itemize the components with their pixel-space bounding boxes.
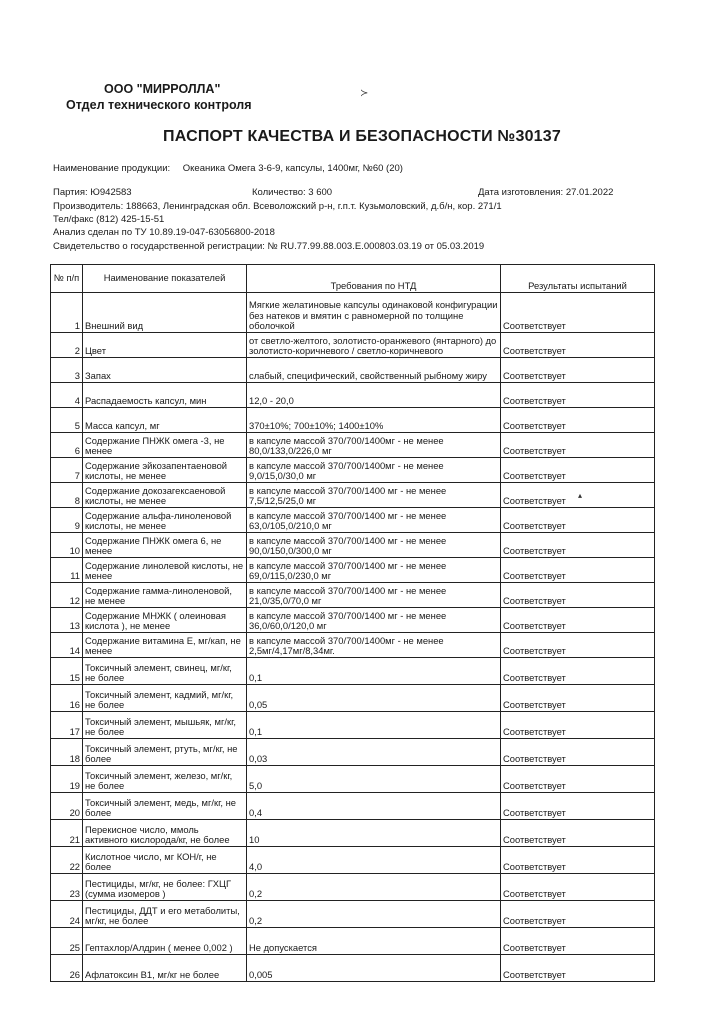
table-body	[51, 293, 655, 982]
table-row	[51, 685, 655, 712]
company-name: ООО "МИРРОЛЛА"	[104, 82, 221, 96]
production-date-label: Дата изготовления:	[478, 187, 564, 198]
pen-mark: ≻	[360, 88, 369, 99]
row-requirement: 5,0	[247, 766, 501, 793]
row-name: Токсичный элемент, железо, мг/кг, не более	[83, 766, 247, 793]
row-result: Соответствует	[501, 955, 655, 982]
row-num: 19	[51, 766, 83, 793]
row-num: 7	[51, 458, 83, 483]
row-num: 15	[51, 658, 83, 685]
row-name: Содержание докозагексаеновой кислоты, не менее	[83, 483, 247, 508]
row-name: Токсичный элемент, медь, мг/кг, не более	[83, 793, 247, 820]
row-result: Соответствует	[501, 458, 655, 483]
row-name: Запах	[83, 358, 247, 383]
row-num: 23	[51, 874, 83, 901]
row-requirement: 0,1	[247, 658, 501, 685]
table-row	[51, 874, 655, 901]
row-num: 12	[51, 583, 83, 608]
quantity-value: 3 600	[308, 187, 333, 198]
analysis-line: Анализ сделан по ТУ 10.89.19-047-63056800-2018	[53, 227, 275, 238]
row-requirement: 370±10%; 700±10%; 1400±10%	[247, 408, 501, 433]
row-result: Соответствует	[501, 508, 655, 533]
row-requirement: Мягкие желатиновые капсулы одинаковой конфигурации без натеков и вмятин с равномерной по толщине оболочкой	[247, 293, 501, 333]
header-name: Наименование показателей	[83, 265, 247, 293]
row-requirement: в капсуле массой 370/700/1400мг - не менее 9,0/15,0/30,0 мг	[247, 458, 501, 483]
table-header-row	[51, 265, 655, 293]
row-num: 14	[51, 633, 83, 658]
row-requirement: 0,2	[247, 874, 501, 901]
row-name: Масса капсул, мг	[83, 408, 247, 433]
batch-label: Партия:	[53, 187, 88, 198]
row-requirement: в капсуле массой 370/700/1400 мг - не менее 63,0/105,0/210,0 мг	[247, 508, 501, 533]
row-result: Соответствует	[501, 533, 655, 558]
row-num: 25	[51, 928, 83, 955]
row-result: Соответствует	[501, 583, 655, 608]
table-row	[51, 383, 655, 408]
table-row	[51, 901, 655, 928]
row-name: Токсичный элемент, кадмий, мг/кг, не более	[83, 685, 247, 712]
row-requirement: в капсуле массой 370/700/1400 мг - не менее 90,0/150,0/300,0 мг	[247, 533, 501, 558]
row-name: Кислотное число, мг КОН/г, не более	[83, 847, 247, 874]
row-requirement: в капсуле массой 370/700/1400 мг - не менее 36,0/60,0/120,0 мг	[247, 608, 501, 633]
row-name: Афлатоксин В1, мг/кг не более	[83, 955, 247, 982]
row-requirement: 0,03	[247, 739, 501, 766]
row-num: 5	[51, 408, 83, 433]
row-result: Соответствует	[501, 685, 655, 712]
table-row	[51, 408, 655, 433]
row-name: Пестициды, мг/кг, не более: ГХЦГ (сумма изомеров )	[83, 874, 247, 901]
certificate-line: Свидетельство о государственной регистрации: № RU.77.99.88.003.Е.000803.03.19 от 05.03.2019	[53, 241, 485, 252]
table-row	[51, 766, 655, 793]
table-row	[51, 633, 655, 658]
row-result: Соответствует	[501, 712, 655, 739]
row-num: 3	[51, 358, 83, 383]
product-label: Наименование продукции:	[53, 163, 171, 174]
row-result: Соответствует	[501, 820, 655, 847]
row-num: 20	[51, 793, 83, 820]
row-result: Соответствует	[501, 558, 655, 583]
table-row	[51, 847, 655, 874]
row-num: 22	[51, 847, 83, 874]
row-num: 13	[51, 608, 83, 633]
table-row	[51, 820, 655, 847]
table-row	[51, 293, 655, 333]
header-result: Результаты испытаний	[501, 265, 655, 293]
row-name: Цвет	[83, 333, 247, 358]
row-name: Перекисное число, ммоль активного кислорода/кг, не более	[83, 820, 247, 847]
row-result: Соответствует	[501, 928, 655, 955]
row-name: Внешний вид	[83, 293, 247, 333]
table-row	[51, 358, 655, 383]
row-requirement: Не допускается	[247, 928, 501, 955]
table-row	[51, 955, 655, 982]
row-name: Содержание ПНЖК омега -3, не менее	[83, 433, 247, 458]
quantity-label: Количество:	[252, 187, 306, 198]
row-requirement: в капсуле массой 370/700/1400 мг - не менее 69,0/115,0/230,0 мг	[247, 558, 501, 583]
table-row	[51, 928, 655, 955]
pen-tick: ▴	[578, 491, 583, 500]
row-num: 21	[51, 820, 83, 847]
table-row	[51, 739, 655, 766]
row-result: Соответствует	[501, 847, 655, 874]
row-name: Содержание альфа-линоленовой кислоты, не менее	[83, 508, 247, 533]
row-requirement: 10	[247, 820, 501, 847]
row-requirement: слабый, специфический, свойственный рыбному жиру	[247, 358, 501, 383]
row-requirement: в капсуле массой 370/700/1400мг - не менее 2,5мг/4,17мг/8,34мг.	[247, 633, 501, 658]
manufacturer-line: Производитель: 188663, Ленинградская обл. Всеволожский р-н, г.п.т. Кузьмоловский, д.б/н, кор. 271/1	[53, 201, 502, 212]
row-result: Соответствует	[501, 766, 655, 793]
row-result: Соответствует	[501, 358, 655, 383]
table-row	[51, 793, 655, 820]
row-num: 17	[51, 712, 83, 739]
row-name: Гептахлор/Алдрин ( менее 0,002 )	[83, 928, 247, 955]
table-row	[51, 658, 655, 685]
row-name: Токсичный элемент, ртуть, мг/кг, не более	[83, 739, 247, 766]
header-requirement: Требования по НТД	[247, 265, 501, 293]
table-row	[51, 533, 655, 558]
row-requirement: 0,1	[247, 712, 501, 739]
row-requirement: в капсуле массой 370/700/1400 мг - не менее 7,5/12,5/25,0 мг	[247, 483, 501, 508]
table-row	[51, 333, 655, 358]
table-row	[51, 458, 655, 483]
row-name: Содержание линолевой кислоты, не менее	[83, 558, 247, 583]
row-requirement: от светло-желтого, золотисто-оранжевого (янтарного) до золотисто-коричневого / светло-коричневого	[247, 333, 501, 358]
row-name: Содержание витамина Е, мг/кап, не менее	[83, 633, 247, 658]
table-row	[51, 608, 655, 633]
batch-field	[53, 187, 132, 198]
document-title: ПАСПОРТ КАЧЕСТВА И БЕЗОПАСНОСТИ №30137	[163, 128, 561, 145]
row-result: Соответствует	[501, 383, 655, 408]
row-requirement: 12,0 - 20,0	[247, 383, 501, 408]
row-result: Соответствует	[501, 608, 655, 633]
row-num: 1	[51, 293, 83, 333]
row-result: Соответствует	[501, 901, 655, 928]
row-name: Содержание ПНЖК омега 6, не менее	[83, 533, 247, 558]
row-name: Содержание гамма-линоленовой, не менее	[83, 583, 247, 608]
row-name: Распадаемость капсул, мин	[83, 383, 247, 408]
row-requirement: 4,0	[247, 847, 501, 874]
row-num: 8	[51, 483, 83, 508]
table-row	[51, 558, 655, 583]
row-requirement: 0,2	[247, 901, 501, 928]
batch-value: Ю942583	[90, 187, 132, 198]
row-result: Соответствует	[501, 874, 655, 901]
row-result: Соответствует	[501, 333, 655, 358]
row-requirement: в капсуле массой 370/700/1400 мг - не менее 21,0/35,0/70,0 мг	[247, 583, 501, 608]
table-row	[51, 433, 655, 458]
row-name: Содержание эйкозапентаеновой кислоты, не менее	[83, 458, 247, 483]
table-row	[51, 712, 655, 739]
table-row	[51, 583, 655, 608]
row-name: Токсичный элемент, мышьяк, мг/кг, не более	[83, 712, 247, 739]
row-name: Токсичный элемент, свинец, мг/кг, не более	[83, 658, 247, 685]
row-num: 6	[51, 433, 83, 458]
product-line	[53, 163, 403, 174]
row-requirement: в капсуле массой 370/700/1400мг - не менее 80,0/133,0/226,0 мг	[247, 433, 501, 458]
row-num: 26	[51, 955, 83, 982]
row-result: Соответствует	[501, 433, 655, 458]
row-name: Пестициды, ДДТ и его метаболиты, мг/кг, не более	[83, 901, 247, 928]
quantity-field	[252, 187, 332, 198]
row-num: 16	[51, 685, 83, 712]
row-result: Соответствует	[501, 408, 655, 433]
row-requirement: 0,005	[247, 955, 501, 982]
row-name: Содержание МНЖК ( олеиновая кислота ), не менее	[83, 608, 247, 633]
row-num: 2	[51, 333, 83, 358]
header-num: № п/п	[51, 265, 83, 293]
quality-table	[50, 264, 655, 982]
production-date-value: 27.01.2022	[565, 187, 614, 198]
row-result: Соответствует	[501, 739, 655, 766]
product-value: Океаника Омега 3-6-9, капсулы, 1400мг, №60 (20)	[182, 163, 403, 174]
department-name: Отдел технического контроля	[66, 98, 252, 112]
row-num: 24	[51, 901, 83, 928]
row-result: Соответствует	[501, 658, 655, 685]
phone-line: Тел/факс (812) 425-15-51	[53, 214, 165, 225]
row-result: Соответствует	[501, 793, 655, 820]
row-result: Соответствует	[501, 483, 655, 508]
production-date-field	[478, 187, 613, 198]
table-row	[51, 483, 655, 508]
row-num: 4	[51, 383, 83, 408]
row-num: 9	[51, 508, 83, 533]
table-row	[51, 508, 655, 533]
row-result: Соответствует	[501, 633, 655, 658]
row-num: 10	[51, 533, 83, 558]
row-requirement: 0,05	[247, 685, 501, 712]
row-num: 18	[51, 739, 83, 766]
row-num: 11	[51, 558, 83, 583]
row-requirement: 0,4	[247, 793, 501, 820]
row-result: Соответствует	[501, 293, 655, 333]
